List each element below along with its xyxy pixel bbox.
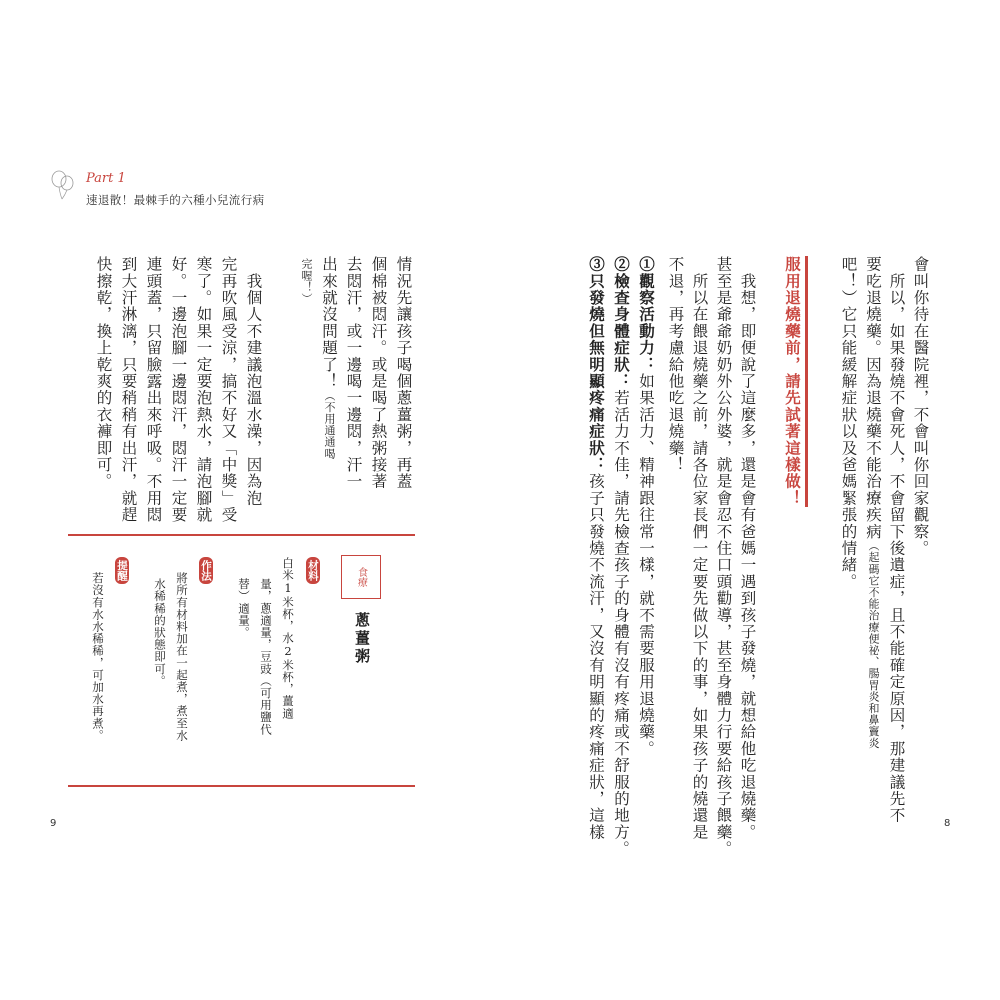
step-title: ①觀察活動力： bbox=[637, 256, 656, 373]
step-title: ③只發燒但無明顯疼痛症狀： bbox=[587, 256, 606, 474]
tip-line-1: 若沒有水水稀稀，可加水再煮。 bbox=[91, 572, 105, 742]
part-label: Part 1 bbox=[86, 171, 126, 186]
right-line-1: 會叫你待在醫院裡，不會叫你回家觀察。 bbox=[911, 256, 930, 557]
method-line-2: 水稀稀的狀態即可。 bbox=[153, 578, 167, 687]
materials-tag: 材料 bbox=[304, 557, 323, 584]
left-para2-line-4: 好。一邊泡腳一邊悶汗，悶汗一定要 bbox=[169, 256, 188, 524]
materials-line-2: 量，蔥適量，豆豉（可用鹽代 bbox=[259, 578, 273, 736]
page-number-left: 9 bbox=[50, 818, 57, 829]
right-line-3-note: （起碼它不能治療便祕、腸胃炎和鼻竇炎 bbox=[867, 539, 880, 749]
step-text: 孩子只發燒不流汗，又沒有明顯的疼痛症狀，這樣 bbox=[587, 473, 605, 841]
step-title: ②檢查身體症狀： bbox=[612, 256, 631, 390]
left-line-3: 去悶汗，或一邊喝一邊悶，汗一 bbox=[344, 256, 363, 490]
left-line-4: 出來就沒問題了！（不用通通喝 bbox=[320, 256, 338, 460]
right-para2-line-1: 我想，即便說了這麼多，還是會有爸媽一遇到孩子發燒，就想給他吃退燒藥。 bbox=[738, 256, 757, 841]
chapter-title: 速退散！最棘手的六種小兒流行病 bbox=[86, 193, 265, 207]
right-line-4: 吧！）它只能緩解症狀以及爸媽緊張的情緒。 bbox=[839, 256, 858, 590]
recipe-title: 蔥薑粥 bbox=[353, 612, 371, 666]
left-line-4-note: （不用通通喝 bbox=[323, 389, 336, 460]
materials-line-3: 替）適量。 bbox=[237, 578, 251, 639]
method-line-1: 將所有材料加在一起煮，煮至水 bbox=[175, 572, 189, 742]
step-observe-activity bbox=[637, 256, 656, 757]
left-para2-line-6: 到大汗淋漓，只要稍稍有出汗，就趕 bbox=[119, 256, 138, 524]
page-number-right: 8 bbox=[944, 818, 951, 829]
right-para2-line-4: 不退，再考慮給他吃退燒藥！ bbox=[666, 256, 685, 474]
left-line-2: 個棉被悶汗。或是喝了熱粥接著 bbox=[369, 256, 388, 490]
step-check-symptoms bbox=[612, 256, 631, 857]
left-para2-line-7: 快擦乾，換上乾爽的衣褲即可。 bbox=[94, 256, 113, 490]
step-fever-only bbox=[587, 256, 606, 841]
tip-tag: 提醒 bbox=[113, 557, 132, 584]
recipe-badge: 食療 bbox=[341, 555, 381, 599]
step-text: 如果活力、精神跟往常一樣，就不需要服用退燒藥。 bbox=[637, 372, 655, 758]
left-para2-line-2: 完再吹風受涼，搞不好又「中獎」受 bbox=[219, 256, 238, 524]
balloon-illustration-icon bbox=[48, 170, 76, 200]
left-para2-line-3: 寒了。如果一定要泡熱水，請泡腳就 bbox=[194, 256, 213, 524]
right-para2-line-2: 甚至是爺爺奶奶外公外婆，就是會忍不住口頭勸導，甚至身體力行要給孩子餵藥。 bbox=[714, 256, 733, 858]
left-para2-line-1: 我個人不建議泡溫水澡，因為泡 bbox=[244, 256, 263, 507]
section-heading: 服用退燒藥前，請先試著這樣做！ bbox=[781, 256, 808, 507]
right-line-3: 要吃退燒藥。因為退燒藥不能治療疾病（起碼它不能治療便祕、腸胃炎和鼻竇炎 bbox=[864, 256, 882, 749]
left-para2-line-5: 連頭蓋，只留臉露出來呼吸。不用悶 bbox=[144, 256, 163, 524]
materials-line-1: 白米1米杯，水2米杯，薑適 bbox=[281, 557, 295, 720]
method-tag: 作法 bbox=[197, 557, 216, 584]
left-line-1: 情況先讓孩子喝個蔥薑粥，再蓋 bbox=[394, 256, 413, 490]
left-line-5-note: 完喔！） bbox=[300, 258, 313, 305]
right-line-2: 所以，如果發燒不會死人，不會留下後遺症，且不能確定原因，那建議先不 bbox=[887, 256, 906, 824]
step-text: 若活力不佳，請先檢查孩子的身體有沒有疼痛或不舒服的地方。 bbox=[612, 389, 630, 858]
right-para2-line-3: 所以在餵退燒藥之前，請各位家長們一定要先做以下的事，如果孩子的燒還是 bbox=[690, 256, 709, 841]
